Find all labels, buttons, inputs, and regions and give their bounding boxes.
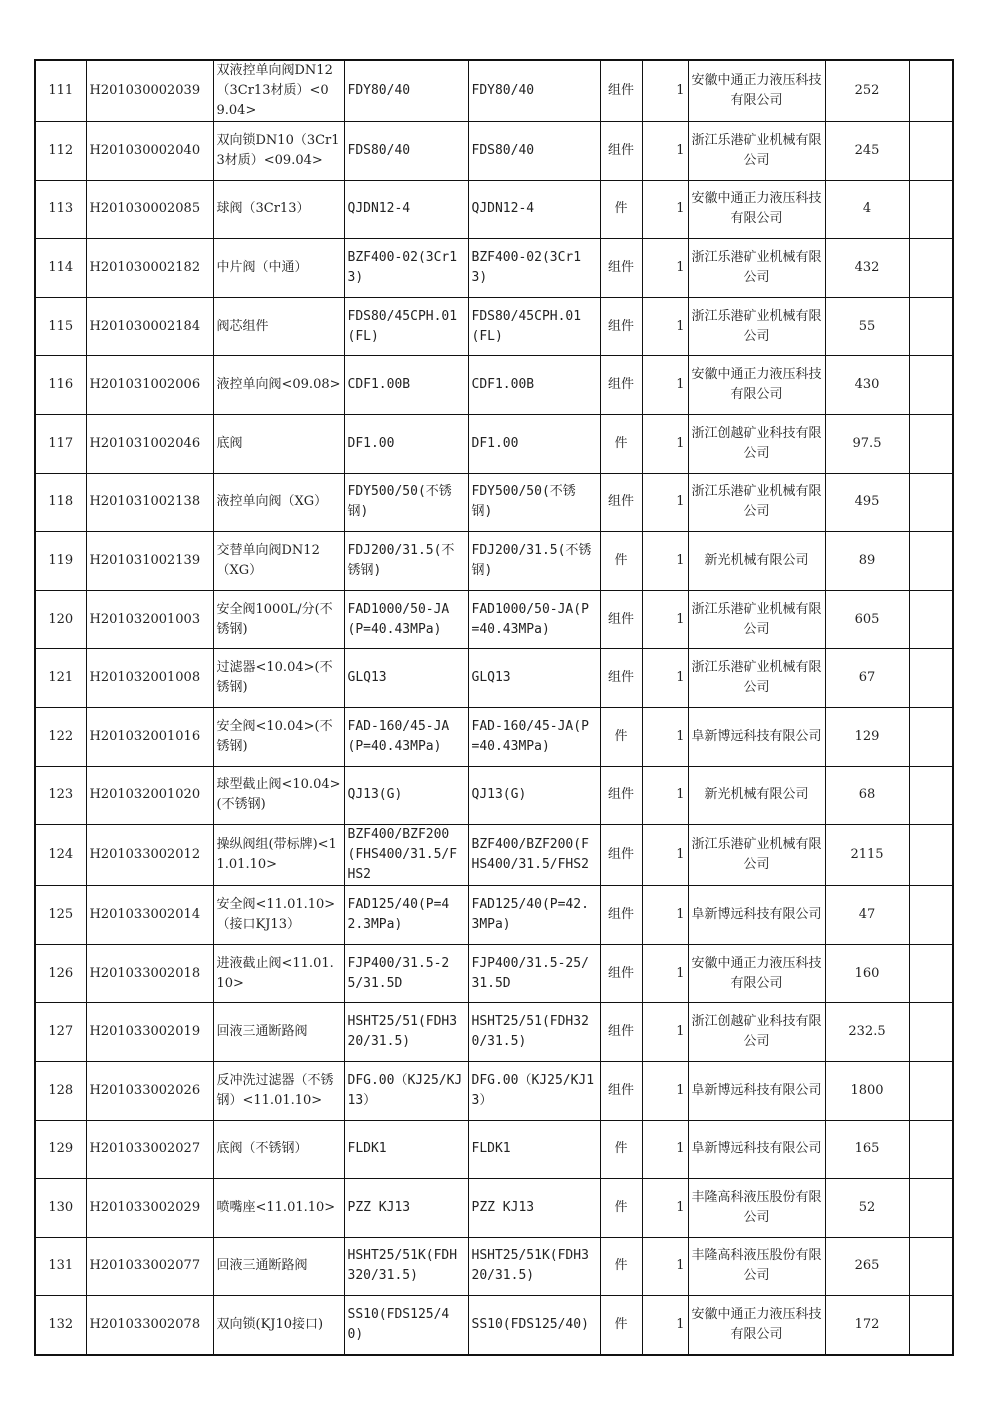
remark-cell	[909, 239, 953, 298]
supplier-name-cell: 安徽中通正力液压科技有限公司	[688, 1296, 825, 1355]
quantity-cell: 1	[642, 1120, 688, 1179]
table-row	[35, 1237, 953, 1296]
item-name-cell: 阀芯组件	[213, 297, 344, 356]
material-code-cell: H201030002040	[86, 122, 213, 181]
remark-cell	[909, 944, 953, 1003]
spec-model-cell: FDS80/45CPH.01(FL)	[344, 297, 468, 356]
unit-price-cell: 605	[825, 590, 909, 649]
quantity-cell: 1	[642, 649, 688, 708]
remark-cell	[909, 1003, 953, 1062]
remark-cell	[909, 1061, 953, 1120]
quantity-cell: 1	[642, 944, 688, 1003]
row-number-cell: 121	[35, 649, 86, 708]
supplier-name-cell: 新光机械有限公司	[688, 532, 825, 591]
quantity-cell: 1	[642, 239, 688, 298]
material-code-cell: H201030002182	[86, 239, 213, 298]
remark-cell	[909, 1179, 953, 1238]
supplier-name-cell: 阜新博远科技有限公司	[688, 1120, 825, 1179]
spec-model-alt-cell: HSHT25/51(FDH320/31.5)	[468, 1003, 600, 1062]
supplier-name-cell: 安徽中通正力液压科技有限公司	[688, 60, 825, 122]
material-code-cell: H201031002046	[86, 414, 213, 473]
parts-table	[34, 59, 954, 1356]
spec-model-alt-cell: BZF400-02(3Cr13)	[468, 239, 600, 298]
table-row	[35, 886, 953, 945]
unit-cell: 件	[600, 180, 642, 239]
table-row	[35, 766, 953, 825]
item-name-cell: 安全阀<11.01.10>（接口KJ13）	[213, 886, 344, 945]
unit-price-cell: 432	[825, 239, 909, 298]
supplier-name-cell: 安徽中通正力液压科技有限公司	[688, 180, 825, 239]
material-code-cell: H201031002138	[86, 473, 213, 532]
spec-model-cell: FAD-160/45-JA(P=40.43MPa)	[344, 707, 468, 766]
row-number-cell: 128	[35, 1061, 86, 1120]
unit-cell: 组件	[600, 122, 642, 181]
spec-model-cell: DF1.00	[344, 414, 468, 473]
unit-cell: 组件	[600, 60, 642, 122]
remark-cell	[909, 1237, 953, 1296]
remark-cell	[909, 414, 953, 473]
item-name-cell: 安全阀<10.04>(不锈钢)	[213, 707, 344, 766]
supplier-name-cell: 阜新博远科技有限公司	[688, 707, 825, 766]
material-code-cell: H201033002078	[86, 1296, 213, 1355]
unit-price-cell: 495	[825, 473, 909, 532]
spec-model-cell: FAD125/40(P=42.3MPa)	[344, 886, 468, 945]
unit-cell: 组件	[600, 473, 642, 532]
remark-cell	[909, 297, 953, 356]
unit-price-cell: 68	[825, 766, 909, 825]
spec-model-alt-cell: FDS80/45CPH.01(FL)	[468, 297, 600, 356]
quantity-cell: 1	[642, 766, 688, 825]
supplier-name-cell: 阜新博远科技有限公司	[688, 886, 825, 945]
unit-cell: 组件	[600, 297, 642, 356]
unit-cell: 件	[600, 1179, 642, 1238]
spec-model-cell: QJDN12-4	[344, 180, 468, 239]
spec-model-alt-cell: FJP400/31.5-25/31.5D	[468, 944, 600, 1003]
remark-cell	[909, 590, 953, 649]
unit-price-cell: 165	[825, 1120, 909, 1179]
table-row	[35, 707, 953, 766]
quantity-cell: 1	[642, 297, 688, 356]
item-name-cell: 中片阀（中通）	[213, 239, 344, 298]
item-name-cell: 安全阀1000L/分(不锈钢)	[213, 590, 344, 649]
unit-price-cell: 252	[825, 60, 909, 122]
remark-cell	[909, 473, 953, 532]
spec-model-alt-cell: FDS80/40	[468, 122, 600, 181]
item-name-cell: 反冲洗过滤器（不锈钢）<11.01.10>	[213, 1061, 344, 1120]
unit-price-cell: 265	[825, 1237, 909, 1296]
row-number-cell: 119	[35, 532, 86, 591]
item-name-cell: 过滤器<10.04>(不锈钢)	[213, 649, 344, 708]
unit-price-cell: 67	[825, 649, 909, 708]
table-row	[35, 590, 953, 649]
table-row	[35, 1061, 953, 1120]
material-code-cell: H201030002085	[86, 180, 213, 239]
spec-model-alt-cell: FAD125/40(P=42.3MPa)	[468, 886, 600, 945]
supplier-name-cell: 浙江乐港矿业机械有限公司	[688, 590, 825, 649]
unit-cell: 件	[600, 1296, 642, 1355]
remark-cell	[909, 649, 953, 708]
quantity-cell: 1	[642, 1237, 688, 1296]
material-code-cell: H201033002014	[86, 886, 213, 945]
table-row	[35, 1003, 953, 1062]
supplier-name-cell: 浙江乐港矿业机械有限公司	[688, 825, 825, 886]
spec-model-alt-cell: SS10(FDS125/40)	[468, 1296, 600, 1355]
row-number-cell: 111	[35, 60, 86, 122]
remark-cell	[909, 766, 953, 825]
material-code-cell: H201033002026	[86, 1061, 213, 1120]
unit-cell: 组件	[600, 944, 642, 1003]
unit-cell: 组件	[600, 239, 642, 298]
spec-model-alt-cell: GLQ13	[468, 649, 600, 708]
unit-price-cell: 4	[825, 180, 909, 239]
quantity-cell: 1	[642, 414, 688, 473]
quantity-cell: 1	[642, 473, 688, 532]
row-number-cell: 123	[35, 766, 86, 825]
remark-cell	[909, 180, 953, 239]
item-name-cell: 双向锁DN10（3Cr13材质）<09.04>	[213, 122, 344, 181]
spec-model-alt-cell: FLDK1	[468, 1120, 600, 1179]
supplier-name-cell: 浙江乐港矿业机械有限公司	[688, 239, 825, 298]
unit-cell: 组件	[600, 1003, 642, 1062]
unit-cell: 组件	[600, 886, 642, 945]
item-name-cell: 底阀	[213, 414, 344, 473]
row-number-cell: 120	[35, 590, 86, 649]
row-number-cell: 115	[35, 297, 86, 356]
item-name-cell: 双液控单向阀DN12（3Cr13材质）<09.04>	[213, 60, 344, 122]
unit-cell: 组件	[600, 590, 642, 649]
supplier-name-cell: 安徽中通正力液压科技有限公司	[688, 356, 825, 415]
table-row	[35, 1179, 953, 1238]
spec-model-alt-cell: FDY500/50(不锈钢)	[468, 473, 600, 532]
table-row	[35, 297, 953, 356]
spec-model-cell: FAD1000/50-JA(P=40.43MPa)	[344, 590, 468, 649]
unit-cell: 组件	[600, 356, 642, 415]
unit-cell: 组件	[600, 1061, 642, 1120]
supplier-name-cell: 浙江乐港矿业机械有限公司	[688, 473, 825, 532]
row-number-cell: 131	[35, 1237, 86, 1296]
unit-price-cell: 172	[825, 1296, 909, 1355]
remark-cell	[909, 532, 953, 591]
table-row	[35, 649, 953, 708]
unit-price-cell: 52	[825, 1179, 909, 1238]
item-name-cell: 双向锁(KJ10接口)	[213, 1296, 344, 1355]
spec-model-alt-cell: QJ13(G)	[468, 766, 600, 825]
supplier-name-cell: 浙江乐港矿业机械有限公司	[688, 122, 825, 181]
spec-model-cell: FDY80/40	[344, 60, 468, 122]
quantity-cell: 1	[642, 886, 688, 945]
material-code-cell: H201033002012	[86, 825, 213, 886]
quantity-cell: 1	[642, 180, 688, 239]
unit-cell: 组件	[600, 825, 642, 886]
spec-model-alt-cell: DFG.00（KJ25/KJ13）	[468, 1061, 600, 1120]
row-number-cell: 116	[35, 356, 86, 415]
supplier-name-cell: 安徽中通正力液压科技有限公司	[688, 944, 825, 1003]
item-name-cell: 喷嘴座<11.01.10>	[213, 1179, 344, 1238]
table-row	[35, 944, 953, 1003]
unit-price-cell: 245	[825, 122, 909, 181]
spec-model-alt-cell: QJDN12-4	[468, 180, 600, 239]
unit-cell: 组件	[600, 766, 642, 825]
table-body	[35, 60, 953, 1355]
spec-model-alt-cell: PZZ KJ13	[468, 1179, 600, 1238]
remark-cell	[909, 60, 953, 122]
material-code-cell: H201032001020	[86, 766, 213, 825]
table-row	[35, 60, 953, 122]
spec-model-alt-cell: FAD-160/45-JA(P=40.43MPa)	[468, 707, 600, 766]
item-name-cell: 进液截止阀<11.01.10>	[213, 944, 344, 1003]
row-number-cell: 124	[35, 825, 86, 886]
spec-model-alt-cell: BZF400/BZF200(FHS400/31.5/FHS2	[468, 825, 600, 886]
material-code-cell: H201030002184	[86, 297, 213, 356]
unit-price-cell: 430	[825, 356, 909, 415]
quantity-cell: 1	[642, 1179, 688, 1238]
item-name-cell: 球阀（3Cr13）	[213, 180, 344, 239]
spec-model-cell: GLQ13	[344, 649, 468, 708]
row-number-cell: 125	[35, 886, 86, 945]
material-code-cell: H201032001016	[86, 707, 213, 766]
spec-model-alt-cell: CDF1.00B	[468, 356, 600, 415]
spec-model-alt-cell: HSHT25/51K(FDH320/31.5)	[468, 1237, 600, 1296]
material-code-cell: H201031002006	[86, 356, 213, 415]
row-number-cell: 117	[35, 414, 86, 473]
quantity-cell: 1	[642, 532, 688, 591]
spec-model-cell: QJ13(G)	[344, 766, 468, 825]
remark-cell	[909, 1296, 953, 1355]
spec-model-alt-cell: FAD1000/50-JA(P=40.43MPa)	[468, 590, 600, 649]
row-number-cell: 113	[35, 180, 86, 239]
item-name-cell: 液控单向阀（XG）	[213, 473, 344, 532]
unit-price-cell: 129	[825, 707, 909, 766]
row-number-cell: 112	[35, 122, 86, 181]
quantity-cell: 1	[642, 825, 688, 886]
row-number-cell: 122	[35, 707, 86, 766]
material-code-cell: H201030002039	[86, 60, 213, 122]
remark-cell	[909, 122, 953, 181]
quantity-cell: 1	[642, 122, 688, 181]
unit-cell: 件	[600, 532, 642, 591]
spec-model-alt-cell: FDJ200/31.5(不锈钢)	[468, 532, 600, 591]
row-number-cell: 130	[35, 1179, 86, 1238]
item-name-cell: 回液三通断路阀	[213, 1003, 344, 1062]
quantity-cell: 1	[642, 590, 688, 649]
material-code-cell: H201031002139	[86, 532, 213, 591]
supplier-name-cell: 浙江乐港矿业机械有限公司	[688, 649, 825, 708]
item-name-cell: 操纵阀组(带标牌)<11.01.10>	[213, 825, 344, 886]
item-name-cell: 交替单向阀DN12（XG）	[213, 532, 344, 591]
item-name-cell: 底阀（不锈钢）	[213, 1120, 344, 1179]
unit-price-cell: 97.5	[825, 414, 909, 473]
unit-price-cell: 2115	[825, 825, 909, 886]
quantity-cell: 1	[642, 60, 688, 122]
table-row	[35, 1296, 953, 1355]
unit-price-cell: 1800	[825, 1061, 909, 1120]
unit-price-cell: 232.5	[825, 1003, 909, 1062]
table-row	[35, 180, 953, 239]
table-row	[35, 122, 953, 181]
spec-model-cell: FJP400/31.5-25/31.5D	[344, 944, 468, 1003]
material-code-cell: H201033002027	[86, 1120, 213, 1179]
spec-model-cell: CDF1.00B	[344, 356, 468, 415]
remark-cell	[909, 707, 953, 766]
item-name-cell: 球型截止阀<10.04>(不锈钢)	[213, 766, 344, 825]
unit-price-cell: 55	[825, 297, 909, 356]
remark-cell	[909, 1120, 953, 1179]
row-number-cell: 126	[35, 944, 86, 1003]
row-number-cell: 118	[35, 473, 86, 532]
spec-model-cell: SS10(FDS125/40)	[344, 1296, 468, 1355]
spec-model-cell: FDY500/50(不锈钢)	[344, 473, 468, 532]
row-number-cell: 127	[35, 1003, 86, 1062]
material-code-cell: H201033002019	[86, 1003, 213, 1062]
quantity-cell: 1	[642, 707, 688, 766]
supplier-name-cell: 浙江乐港矿业机械有限公司	[688, 297, 825, 356]
unit-price-cell: 89	[825, 532, 909, 591]
spec-model-cell: HSHT25/51(FDH320/31.5)	[344, 1003, 468, 1062]
supplier-name-cell: 阜新博远科技有限公司	[688, 1061, 825, 1120]
quantity-cell: 1	[642, 1061, 688, 1120]
material-code-cell: H201033002077	[86, 1237, 213, 1296]
spec-model-cell: PZZ KJ13	[344, 1179, 468, 1238]
table-row	[35, 473, 953, 532]
spec-model-cell: HSHT25/51K(FDH320/31.5)	[344, 1237, 468, 1296]
material-code-cell: H201033002029	[86, 1179, 213, 1238]
unit-price-cell: 47	[825, 886, 909, 945]
item-name-cell: 回液三通断路阀	[213, 1237, 344, 1296]
supplier-name-cell: 浙江创越矿业科技有限公司	[688, 414, 825, 473]
table-row	[35, 356, 953, 415]
quantity-cell: 1	[642, 1296, 688, 1355]
row-number-cell: 114	[35, 239, 86, 298]
table-row	[35, 825, 953, 886]
spec-model-alt-cell: DF1.00	[468, 414, 600, 473]
remark-cell	[909, 825, 953, 886]
spec-model-cell: FLDK1	[344, 1120, 468, 1179]
spec-model-cell: FDJ200/31.5(不锈钢)	[344, 532, 468, 591]
unit-cell: 件	[600, 707, 642, 766]
spec-model-cell: BZF400/BZF200(FHS400/31.5/FHS2	[344, 825, 468, 886]
quantity-cell: 1	[642, 1003, 688, 1062]
remark-cell	[909, 356, 953, 415]
table-row	[35, 1120, 953, 1179]
row-number-cell: 132	[35, 1296, 86, 1355]
supplier-name-cell: 新光机械有限公司	[688, 766, 825, 825]
unit-cell: 件	[600, 1237, 642, 1296]
spec-model-cell: DFG.00（KJ25/KJ13）	[344, 1061, 468, 1120]
supplier-name-cell: 浙江创越矿业科技有限公司	[688, 1003, 825, 1062]
unit-cell: 组件	[600, 649, 642, 708]
supplier-name-cell: 丰隆高科液压股份有限公司	[688, 1179, 825, 1238]
spec-model-cell: FDS80/40	[344, 122, 468, 181]
spec-model-cell: BZF400-02(3Cr13)	[344, 239, 468, 298]
material-code-cell: H201032001008	[86, 649, 213, 708]
table-row	[35, 532, 953, 591]
item-name-cell: 液控单向阀<09.08>	[213, 356, 344, 415]
table-row	[35, 239, 953, 298]
unit-cell: 件	[600, 1120, 642, 1179]
material-code-cell: H201033002018	[86, 944, 213, 1003]
row-number-cell: 129	[35, 1120, 86, 1179]
material-code-cell: H201032001003	[86, 590, 213, 649]
quantity-cell: 1	[642, 356, 688, 415]
remark-cell	[909, 886, 953, 945]
unit-price-cell: 160	[825, 944, 909, 1003]
table-row	[35, 414, 953, 473]
supplier-name-cell: 丰隆高科液压股份有限公司	[688, 1237, 825, 1296]
spec-model-alt-cell: FDY80/40	[468, 60, 600, 122]
unit-cell: 件	[600, 414, 642, 473]
